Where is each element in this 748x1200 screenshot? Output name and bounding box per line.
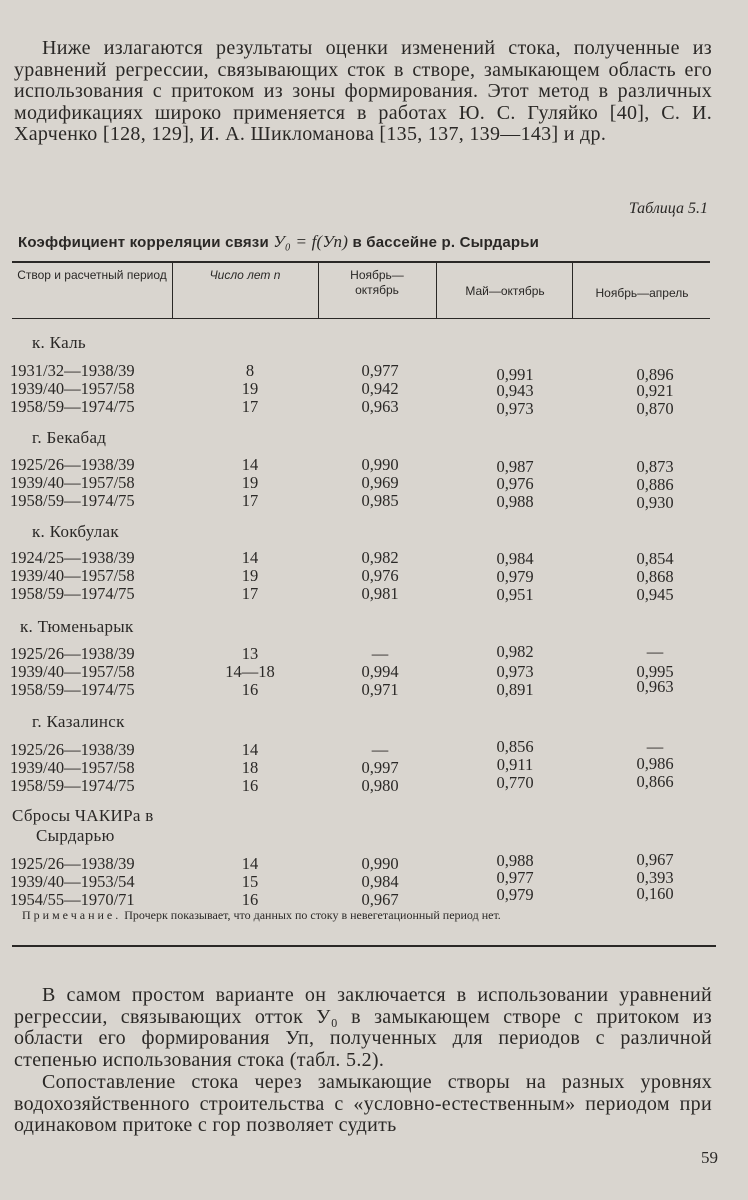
cell-may-oct: 0,973 <box>496 662 534 681</box>
cell-period: 1939/40—1957/58 <box>10 379 135 398</box>
cell-nov-apr: 0,160 <box>636 884 674 903</box>
cell-n: 17 <box>241 397 259 416</box>
station-label: к. Каль <box>32 333 86 352</box>
cell-n: 15 <box>241 872 259 891</box>
table-row <box>0 884 748 909</box>
table-row <box>0 379 748 398</box>
cell-nov-apr: 0,866 <box>636 772 674 791</box>
table-row <box>0 677 748 699</box>
cell-n: 16 <box>241 680 259 699</box>
paragraph-comparison: Сопоставление стока через замыкающие створы на разных уровнях водохозяйственного строительства с «условно-естественным» периодом при одинаковом притоке с гор позволяет судить <box>14 1071 712 1136</box>
cell-n: 14 <box>241 740 259 759</box>
table-row <box>0 772 748 795</box>
cell-n: 14 <box>241 548 259 567</box>
cell-n: 17 <box>241 584 259 603</box>
cell-may-oct: 0,982 <box>496 642 534 661</box>
cell-nov-apr: 0,930 <box>636 493 674 512</box>
table-note <box>12 908 712 923</box>
cell-may-oct: 0,987 <box>496 457 534 476</box>
cell-period: 1925/26—1938/39 <box>10 854 135 873</box>
cell-nov-oct: 0,982 <box>361 548 399 567</box>
cell-period: 1931/32—1938/39 <box>10 361 135 380</box>
table-caption <box>18 232 539 252</box>
cell-nov-apr: 0,963 <box>636 677 674 696</box>
page-number: 59 <box>701 1148 718 1167</box>
station-label: г. Бекабад <box>32 428 107 447</box>
cell-period: 1958/59—1974/75 <box>10 680 135 699</box>
cell-nov-apr: 0,873 <box>636 457 674 476</box>
table-number: Таблица 5.1 <box>628 200 708 217</box>
cell-period: 1924/25—1938/39 <box>10 548 135 567</box>
table-row <box>0 397 748 416</box>
cell-nov-apr: — <box>646 737 664 756</box>
cell-may-oct: 0,979 <box>496 567 534 586</box>
cell-n: 18 <box>241 758 259 777</box>
cell-nov-apr: 0,967 <box>636 850 674 869</box>
cell-n: 16 <box>241 890 259 909</box>
header-divider <box>318 263 319 318</box>
cell-nov-oct: 0,990 <box>361 455 399 474</box>
cell-period: 1925/26—1938/39 <box>10 455 135 474</box>
cell-may-oct: 0,951 <box>496 585 534 604</box>
cell-nov-oct: 0,969 <box>361 473 399 492</box>
cell-period: 1939/40—1957/58 <box>10 566 135 585</box>
cell-nov-oct: — <box>371 740 389 759</box>
cell-n: 14—18 <box>225 662 275 681</box>
header-divider <box>436 263 437 318</box>
cell-may-oct: 0,973 <box>496 399 534 418</box>
table-row <box>0 491 748 510</box>
cell-nov-apr: 0,854 <box>636 549 674 568</box>
table-row <box>0 548 748 567</box>
cell-nov-oct: 0,977 <box>361 361 399 380</box>
cell-nov-oct: 0,976 <box>361 566 399 585</box>
cell-may-oct: 0,984 <box>496 549 534 568</box>
table-row <box>0 473 748 492</box>
table-row <box>0 455 748 474</box>
cell-n: 8 <box>245 361 255 380</box>
cell-may-oct: 0,891 <box>496 680 534 699</box>
cell-period: 1939/40—1957/58 <box>10 662 135 681</box>
cell-period: 1958/59—1974/75 <box>10 776 135 795</box>
cell-may-oct: 0,979 <box>496 885 534 904</box>
table-row <box>0 361 748 384</box>
cell-period: 1939/40—1957/58 <box>10 758 135 777</box>
cell-may-oct: 0,988 <box>496 851 534 870</box>
cell-n: 14 <box>241 455 259 474</box>
cell-period: 1939/40—1957/58 <box>10 473 135 492</box>
station-label: г. Казалинск <box>32 712 125 731</box>
cell-nov-oct: 0,990 <box>361 854 399 873</box>
cell-period: 1925/26—1938/39 <box>10 740 135 759</box>
table-bottom-rule <box>12 945 716 947</box>
cell-nov-apr: 0,945 <box>636 585 674 604</box>
cell-period: 1925/26—1938/39 <box>10 644 135 663</box>
table-row <box>0 644 748 663</box>
cell-nov-oct: 0,942 <box>361 379 399 398</box>
cell-may-oct: 0,988 <box>496 492 534 511</box>
caption-prefix: Коэффициент корреляции связи <box>18 234 269 251</box>
cell-nov-apr: 0,896 <box>636 365 674 384</box>
cell-nov-oct: 0,985 <box>361 491 399 510</box>
cell-nov-apr: — <box>646 642 664 661</box>
cell-nov-oct: 0,994 <box>361 662 399 681</box>
header-period: Створ и расчетный период <box>17 268 167 282</box>
header-n: Число лет n <box>209 268 281 282</box>
cell-nov-oct: 0,963 <box>361 397 399 416</box>
cell-may-oct: 0,943 <box>496 381 534 400</box>
cell-may-oct: 0,977 <box>496 868 534 887</box>
cell-period: 1954/55—1970/71 <box>10 890 135 909</box>
cell-nov-apr: 0,986 <box>636 754 674 773</box>
header-may-oct: Май—октябрь <box>465 284 545 298</box>
cell-period: 1939/40—1953/54 <box>10 872 135 891</box>
caption-suffix: в бассейне р. Сырдарьи <box>352 234 540 251</box>
cell-nov-apr: 0,868 <box>636 567 674 586</box>
cell-nov-oct: 0,980 <box>361 776 399 795</box>
station-label: Сбросы ЧАКИРа в <box>12 806 154 825</box>
cell-nov-apr: 0,393 <box>636 868 674 887</box>
paragraph-intro: Ниже излагаются результаты оценки изменений стока, полученные из уравнений регрессии, связывающих сток в створе, замыкающем область его использования с притоком из зоны формирования. Этот метод в различных модификациях широко применяется в работах Ю. С. Гуляйко [40], С. И. Харченко [128, 129], И. А. Шикломанова [135, 137, 139—143] и др. <box>14 37 712 145</box>
cell-nov-apr: 0,921 <box>636 381 674 400</box>
station-label-line2: Сырдарью <box>36 826 115 845</box>
cell-nov-oct: 0,967 <box>361 890 399 909</box>
paragraph-method: В самом простом варианте он заключается в использовании уравнений регрессии, связывающих отток У₀ в замыкающем створе с притоком из области его формирования Уп, полученных для периодов с различной степенью использования стока (табл. 5.2). <box>14 984 712 1071</box>
cell-n: 19 <box>241 379 259 398</box>
cell-n: 14 <box>241 854 259 873</box>
header-divider <box>172 263 173 318</box>
cell-nov-oct: 0,997 <box>361 758 399 777</box>
cell-nov-oct: 0,971 <box>361 680 399 699</box>
table-row <box>0 566 748 585</box>
header-nov-oct: Ноябрь—октябрь <box>350 268 404 297</box>
cell-n: 19 <box>241 473 259 492</box>
cell-n: 13 <box>241 644 259 663</box>
note-label: Примечание. <box>22 908 122 922</box>
table-header-rule <box>12 318 710 319</box>
table-row <box>0 584 748 603</box>
station-label: к. Кокбулак <box>32 522 119 541</box>
cell-nov-apr: 0,886 <box>636 475 674 494</box>
cell-may-oct: 0,856 <box>496 737 534 756</box>
header-nov-apr: Ноябрь—апрель <box>595 286 689 300</box>
header-divider <box>572 263 573 318</box>
table-top-rule <box>12 261 710 263</box>
cell-nov-apr: 0,995 <box>636 662 674 681</box>
caption-formula: У₀ = f(Уп) <box>273 232 349 251</box>
cell-nov-apr: 0,870 <box>636 399 674 418</box>
station-label: к. Тюменьарык <box>20 617 134 636</box>
cell-may-oct: 0,911 <box>496 755 534 774</box>
cell-period: 1958/59—1974/75 <box>10 397 135 416</box>
cell-nov-oct: 0,981 <box>361 584 399 603</box>
cell-nov-oct: 0,984 <box>361 872 399 891</box>
cell-n: 19 <box>241 566 259 585</box>
cell-period: 1958/59—1974/75 <box>10 491 135 510</box>
cell-may-oct: 0,991 <box>496 365 534 384</box>
cell-may-oct: 0,976 <box>496 474 534 493</box>
cell-may-oct: 0,770 <box>496 773 534 792</box>
cell-n: 17 <box>241 491 259 510</box>
cell-nov-oct: — <box>371 644 389 663</box>
note-text: Прочерк показывает, что данных по стоку в невегетационный период нет. <box>124 908 501 922</box>
cell-n: 16 <box>241 776 259 795</box>
cell-period: 1958/59—1974/75 <box>10 584 135 603</box>
